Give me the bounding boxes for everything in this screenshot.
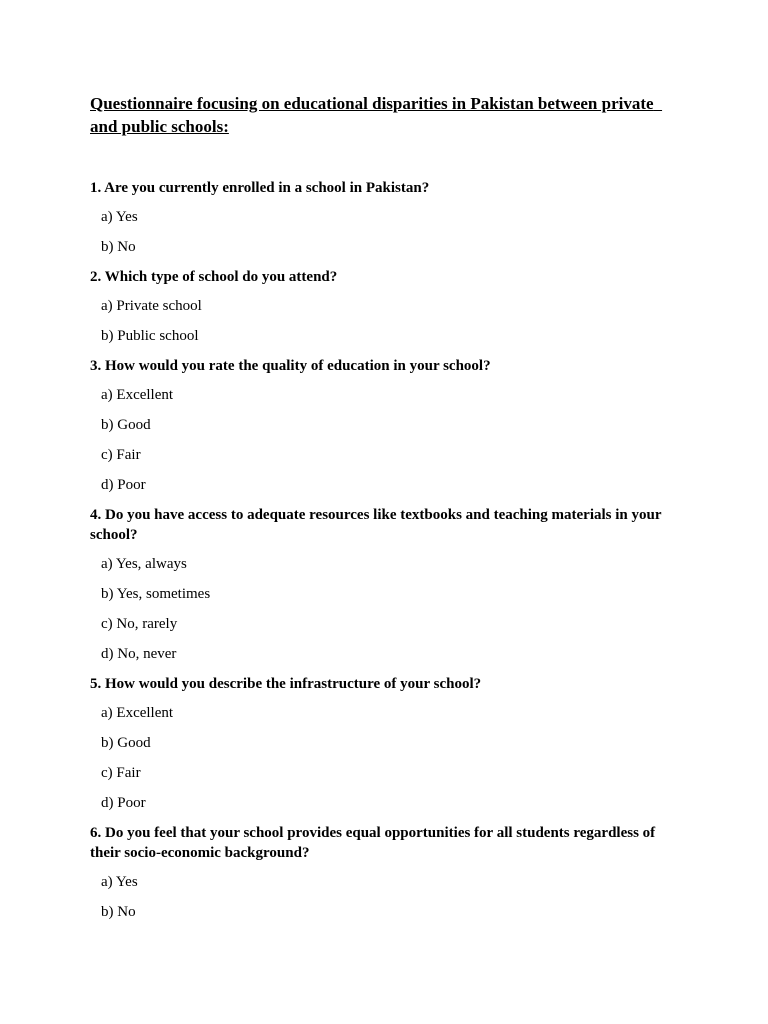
question-block-1	[90, 178, 688, 257]
answer-option: d) Poor	[101, 795, 146, 811]
answer-option: d) Poor	[101, 477, 146, 493]
answer-option: a) Excellent	[101, 705, 174, 721]
answer-option: c) No, rarely	[101, 616, 178, 632]
question-block-2	[90, 267, 688, 346]
answer-option: d) No, never	[101, 646, 177, 662]
answer-option: b) Good	[101, 417, 151, 433]
answer-option: b) Yes, sometimes	[101, 586, 211, 602]
answer-option: b) Good	[101, 735, 151, 751]
question-text: 1. Are you currently enrolled in a school in Pakistan?	[90, 180, 430, 196]
answer-option: a) Yes	[101, 874, 138, 890]
answer-option: b) No	[101, 239, 136, 255]
question-block-6	[90, 823, 688, 922]
question-block-4	[90, 505, 688, 664]
page-title: Questionnaire focusing on educational disparities in Pakistan between private and public schools:	[90, 94, 663, 136]
question-text: 2. Which type of school do you attend?	[90, 269, 338, 285]
question-text: 4. Do you have access to adequate resources like textbooks and teaching materials in your school?	[90, 507, 662, 543]
question-text: 6. Do you feel that your school provides equal opportunities for all students regardless of their socio-economic background?	[90, 825, 656, 861]
question-text: 3. How would you rate the quality of education in your school?	[90, 358, 491, 374]
answer-option: a) Excellent	[101, 387, 174, 403]
answer-option: a) Private school	[101, 298, 202, 314]
question-block-3	[90, 356, 688, 495]
answer-option: a) Yes	[101, 209, 138, 225]
question-block-5	[90, 674, 688, 813]
answer-option: c) Fair	[101, 447, 141, 463]
answer-option: b) No	[101, 904, 136, 920]
question-list	[90, 178, 688, 922]
question-text: 5. How would you describe the infrastructure of your school?	[90, 676, 482, 692]
answer-option: b) Public school	[101, 328, 199, 344]
answer-option: a) Yes, always	[101, 556, 187, 572]
answer-option: c) Fair	[101, 765, 141, 781]
document-page	[90, 92, 688, 932]
